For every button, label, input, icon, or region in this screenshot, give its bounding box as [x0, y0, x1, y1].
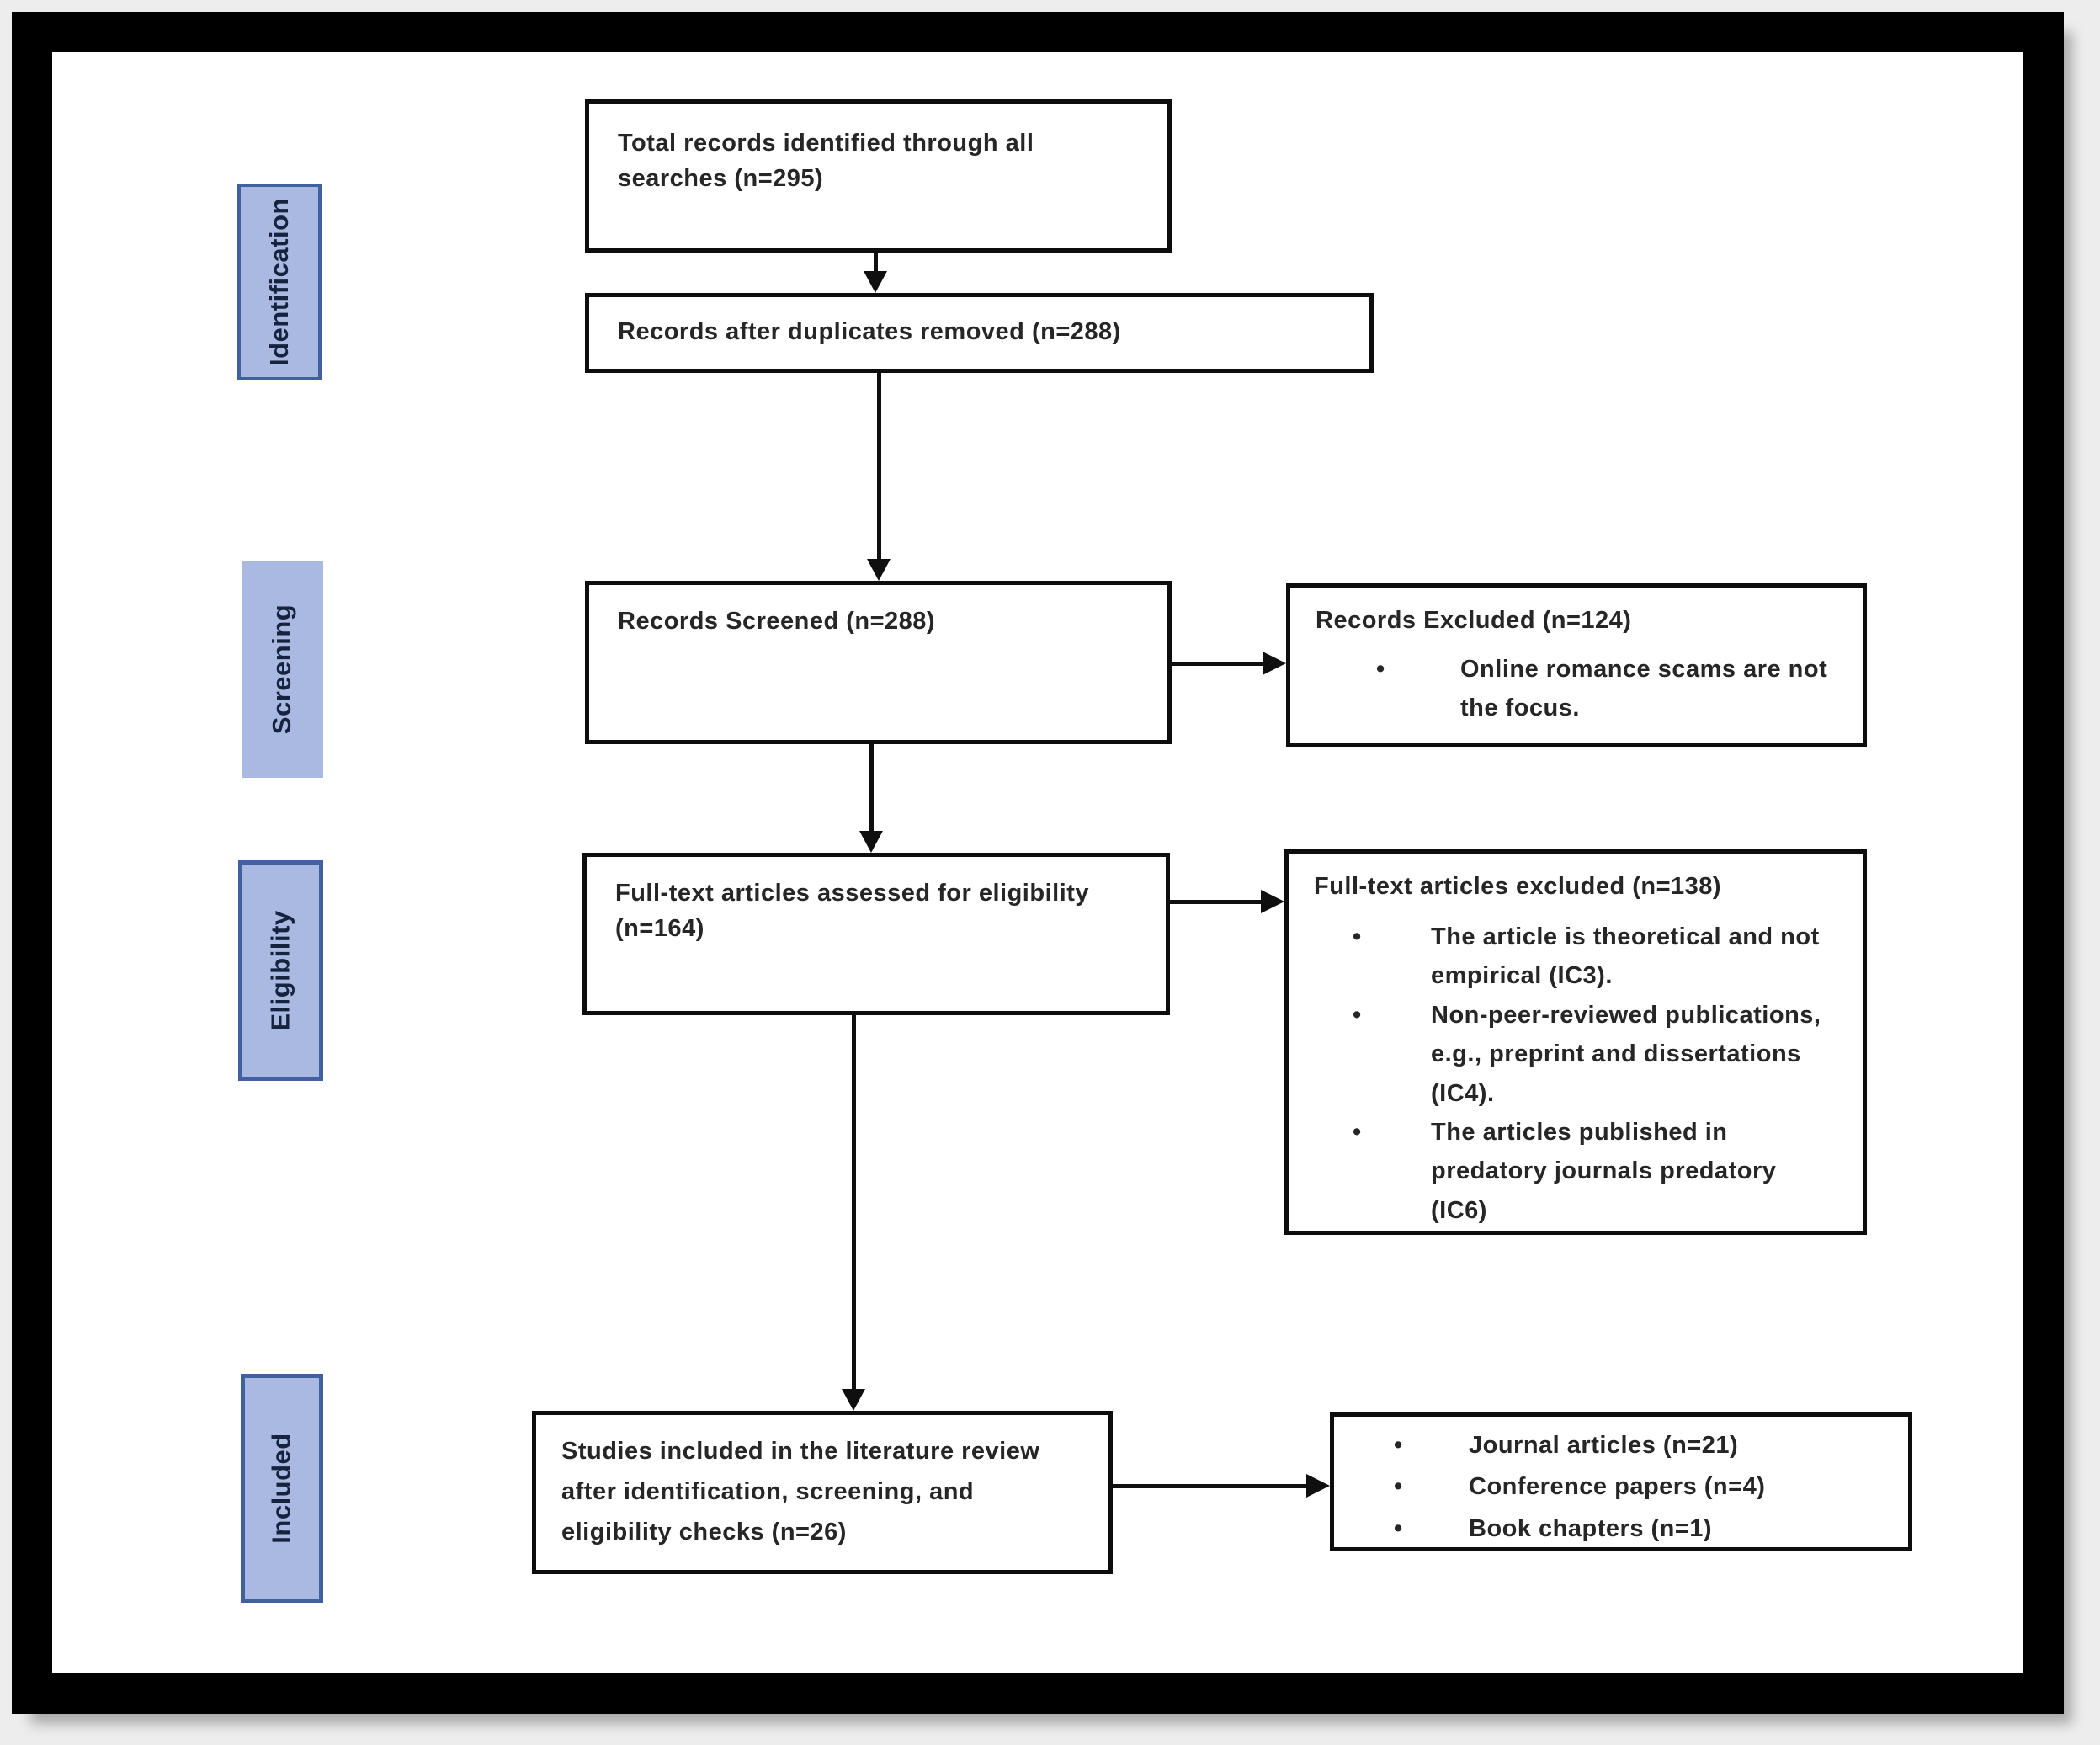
connector-screened-to-excluded-line	[1170, 662, 1264, 666]
bullet-item: • Online romance scams are not the focus.	[1316, 650, 1837, 728]
box-fulltext-excluded	[1284, 849, 1867, 1235]
box-fulltext-assessed-text: Full-text articles assessed for eligibility (n=164)	[615, 880, 1090, 943]
bullet-item: • Book chapters (n=1)	[1359, 1508, 1883, 1550]
stage-label-screening	[242, 561, 323, 778]
bullet-item: • Non-peer-reviewed publications, e.g., preprint and dissertations (IC4).	[1314, 996, 1837, 1113]
bullet-item: • The article is theoretical and not empirical (IC3).	[1314, 918, 1837, 996]
arrow-down-icon	[842, 1389, 865, 1411]
box-records-excluded-bullets	[1316, 650, 1837, 728]
connector-assessed-to-excluded-line	[1168, 900, 1263, 904]
connector-studies-to-breakdown-line	[1113, 1484, 1308, 1488]
box-records-excluded-title: Records Excluded (n=124)	[1316, 607, 1632, 634]
connector-assessed-to-studies-line	[852, 1014, 856, 1390]
box-fulltext-excluded-title: Full-text articles excluded (n=138)	[1314, 873, 1722, 900]
arrow-right-icon	[1306, 1474, 1330, 1498]
arrow-down-icon	[867, 559, 891, 581]
box-studies-included-text: Studies included in the literature review after identification, screening, and eligibility checks (n=26)	[561, 1438, 1040, 1545]
stage-label-identification-text: Identification	[264, 198, 295, 366]
connector-screened-to-assessed-line	[869, 744, 874, 832]
box-records-screened-text: Records Screened (n=288)	[618, 608, 936, 635]
box-after-duplicates	[585, 293, 1374, 373]
arrow-right-icon	[1263, 652, 1286, 675]
connector-duplicates-to-screened-line	[877, 372, 881, 561]
arrow-down-icon	[859, 831, 883, 853]
arrow-right-icon	[1261, 890, 1284, 913]
box-total-records	[585, 99, 1172, 253]
stage-label-screening-text: Screening	[267, 604, 297, 735]
box-fulltext-excluded-bullets	[1314, 918, 1837, 1230]
stage-label-identification	[237, 184, 322, 380]
box-studies-included	[532, 1411, 1113, 1574]
stage-label-eligibility-text: Eligibility	[265, 910, 295, 1031]
stage-label-included-text: Included	[267, 1433, 297, 1544]
stage-label-eligibility	[238, 860, 323, 1081]
box-after-duplicates-text: Records after duplicates removed (n=288)	[618, 318, 1121, 345]
box-included-breakdown-bullets	[1359, 1425, 1883, 1550]
box-included-breakdown	[1330, 1412, 1912, 1551]
bullet-item: • Conference papers (n=4)	[1359, 1466, 1883, 1508]
arrow-down-icon	[864, 271, 887, 293]
bullet-item: • The articles published in predatory journals predatory (IC6)	[1314, 1113, 1837, 1230]
bullet-item: • Journal articles (n=21)	[1359, 1425, 1883, 1466]
box-records-excluded	[1286, 583, 1867, 747]
connector-total-to-duplicates-line	[874, 253, 878, 273]
box-fulltext-assessed	[582, 853, 1170, 1015]
box-total-records-text: Total records identified through all searches (n=295)	[618, 130, 1034, 193]
stage-label-included	[241, 1374, 323, 1603]
box-records-screened	[585, 581, 1172, 744]
